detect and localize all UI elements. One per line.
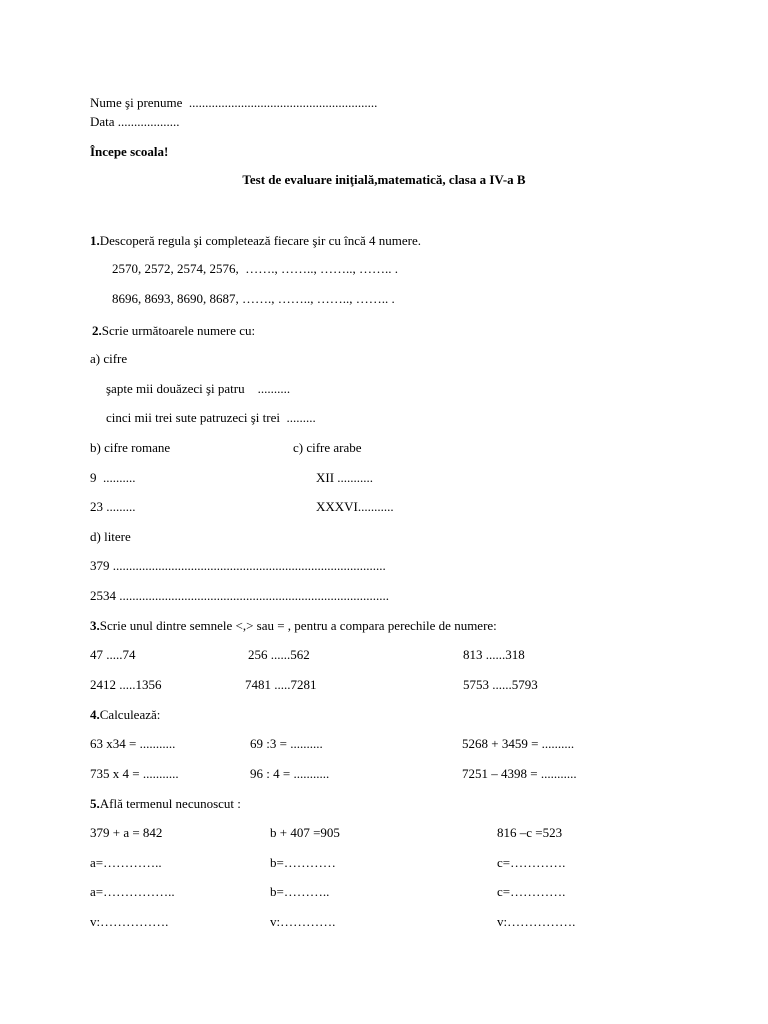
verification-blank: v:…………. <box>270 914 336 929</box>
calc-item: 69 :3 = .......... <box>250 736 323 751</box>
part-d-label: d) litere <box>90 529 131 544</box>
equation-item: 379 + a = 842 <box>90 825 163 840</box>
answer-blank: a=…………….. <box>90 884 175 899</box>
school-start-heading: Începe scoala! <box>90 144 169 159</box>
verification-blank: v:……………. <box>90 914 169 929</box>
calc-item: 735 x 4 = ........... <box>90 766 179 781</box>
part-a-item-2: cinci mii trei sute patruzeci şi trei ......... <box>106 410 316 425</box>
exercise-3-number: 3. <box>90 618 100 633</box>
exercise-1-number: 1. <box>90 233 100 248</box>
calc-item: 7251 – 4398 = ........... <box>462 766 577 781</box>
sequence-row-1: 2570, 2572, 2574, 2576, ……., …….., …….., …….. . <box>112 261 398 276</box>
exercise-4-number: 4. <box>90 707 100 722</box>
part-c-item-2: XXXVI........... <box>316 499 394 514</box>
part-c-label: c) cifre arabe <box>293 440 362 455</box>
exercise-5-instruction <box>90 797 241 810</box>
answer-blank: b=………… <box>270 855 336 870</box>
compare-item: 7481 .....7281 <box>245 677 317 692</box>
sequence-row-2: 8696, 8693, 8690, 8687, ……., …….., …….., …….. . <box>112 291 395 306</box>
part-b-item-2: 23 ......... <box>90 499 136 514</box>
exercise-3-instruction <box>90 619 497 632</box>
exercise-2-instruction <box>92 324 255 337</box>
answer-blank: c=…………. <box>497 855 566 870</box>
part-d-item-1: 379 .................................................................................... <box>90 558 386 573</box>
part-c-item-1: XII ........... <box>316 470 374 485</box>
exercise-4-text: Calculează: <box>99 707 161 722</box>
equation-item: 816 –c =523 <box>497 825 563 840</box>
verification-blank: v:……………. <box>497 914 576 929</box>
part-a-label: a) cifre <box>90 351 128 366</box>
answer-blank: b=……….. <box>270 884 330 899</box>
exercise-5-number: 5. <box>90 796 100 811</box>
exercise-1-instruction <box>90 234 421 247</box>
part-a-item-1: şapte mii douăzeci şi patru .......... <box>106 381 291 396</box>
part-d-item-2: 2534 ................................................................................... <box>90 588 389 603</box>
date-field-line: Data ................... <box>90 114 180 129</box>
part-b-label: b) cifre romane <box>90 440 171 455</box>
calc-item: 63 x34 = ........... <box>90 736 176 751</box>
exercise-1-text: Descoperă regula şi completează fiecare şir cu încă 4 numere. <box>99 233 421 248</box>
calc-item: 5268 + 3459 = .......... <box>462 736 575 751</box>
compare-item: 47 .....74 <box>90 647 136 662</box>
test-title: Test de evaluare iniţială,matematică, clasa a IV-a B <box>242 172 526 187</box>
answer-blank: a=………….. <box>90 855 162 870</box>
calc-item: 96 : 4 = ........... <box>250 766 330 781</box>
compare-item: 5753 ......5793 <box>463 677 538 692</box>
exercise-4-instruction <box>90 708 160 721</box>
equation-item: b + 407 =905 <box>270 825 340 840</box>
exercise-2-number: 2. <box>92 323 102 338</box>
compare-item: 2412 .....1356 <box>90 677 162 692</box>
part-b-item-1: 9 .......... <box>90 470 136 485</box>
exercise-2-text: Scrie următoarele numere cu: <box>101 323 256 338</box>
name-field-line: Nume şi prenume .......................................................... <box>90 95 378 110</box>
answer-blank: c=…………. <box>497 884 566 899</box>
exercise-5-text: Află termenul necunoscut : <box>99 796 241 811</box>
compare-item: 813 ......318 <box>463 647 525 662</box>
exercise-3-text: Scrie unul dintre semnele <,> sau = , pentru a compara perechile de numere: <box>99 618 497 633</box>
compare-item: 256 ......562 <box>248 647 310 662</box>
